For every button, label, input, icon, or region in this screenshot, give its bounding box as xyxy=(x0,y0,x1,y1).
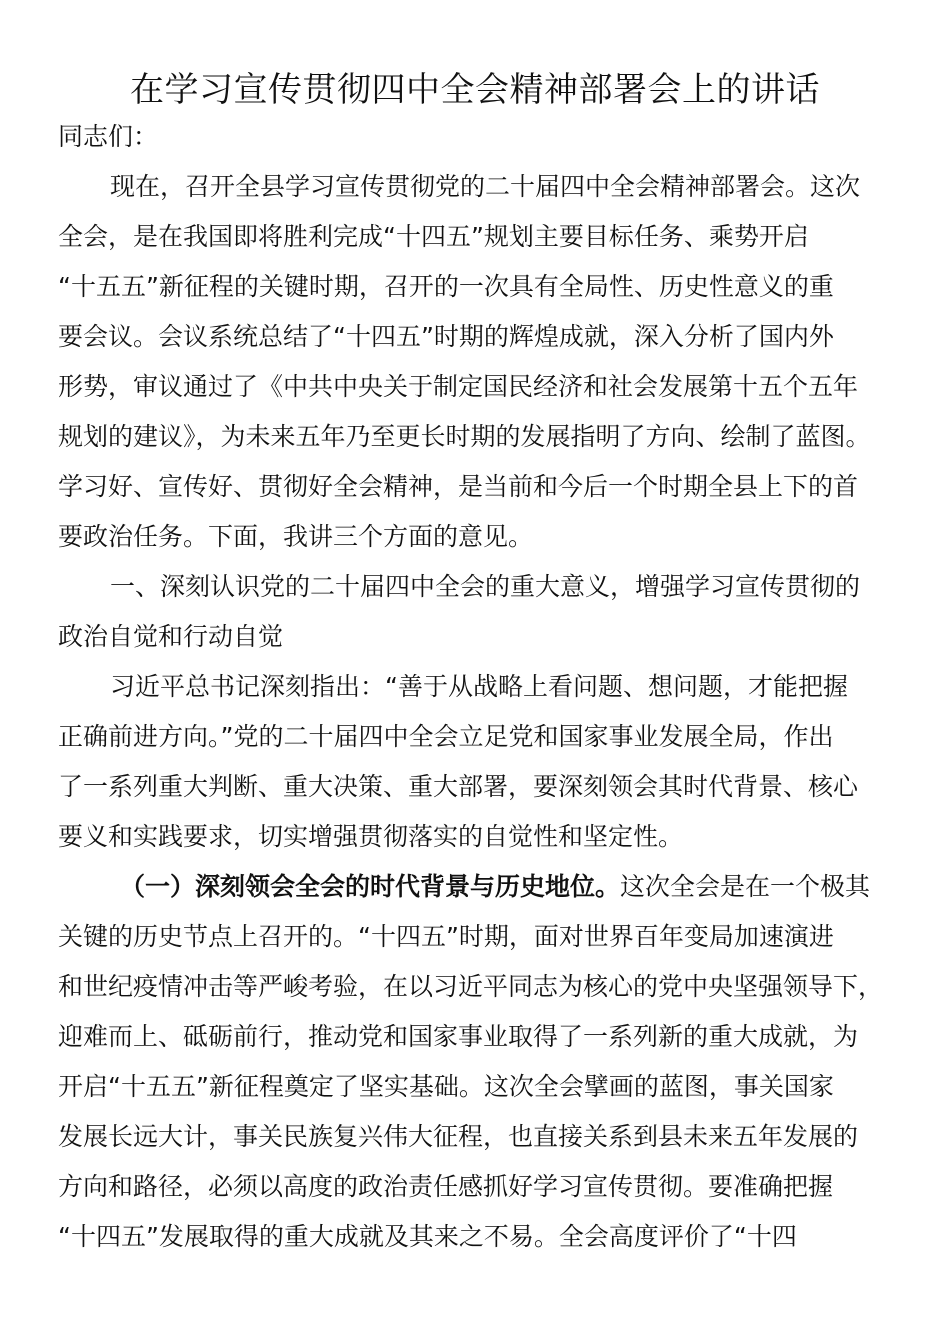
text-line: 政治自觉和行动自觉 xyxy=(58,622,284,651)
text-line: 一、深刻认识党的二十届四中全会的重大意义，增强学习宣传贯彻的 xyxy=(110,572,861,601)
text-line: 习近平总书记深刻指出：“善于从战略上看问题、想问题，才能把握 xyxy=(110,672,848,701)
section-heading-1 xyxy=(58,562,898,662)
text-line: 迎难而上、砥砺前行，推动党和国家事业取得了一系列新的重大成就，为 xyxy=(58,1022,859,1051)
paragraph-quote xyxy=(58,662,898,862)
text-line xyxy=(58,862,898,912)
document-title: 在学习宣传贯彻四中全会精神部署会上的讲话 xyxy=(130,70,820,110)
text-line: 全会，是在我国即将胜利完成“十四五”规划主要目标任务、乘势开启 xyxy=(58,222,809,251)
text-line: 学习好、宣传好、贯彻好全会精神，是当前和今后一个时期全县上下的首 xyxy=(58,472,859,501)
text-line: 发展长远大计，事关民族复兴伟大征程，也直接关系到县未来五年发展的 xyxy=(58,1122,859,1151)
text-line: “十四五”发展取得的重大成就及其来之不易。全会高度评价了“十四 xyxy=(58,1222,797,1251)
text-line: 和世纪疫情冲击等严峻考验，在以习近平同志为核心的党中央坚强领导下， xyxy=(58,972,884,1001)
subsection-heading: （一）深刻领会全会的时代背景与历史地位。 xyxy=(120,872,621,901)
text-line: 正确前进方向。”党的二十届四中全会立足党和国家事业发展全局，作出 xyxy=(58,722,834,751)
text-line: 方向和路径，必须以高度的政治责任感抓好学习宣传贯彻。要准确把握 xyxy=(58,1172,834,1201)
text-line: “十五五”新征程的关键时期，召开的一次具有全局性、历史性意义的重 xyxy=(58,272,834,301)
text-line: 形势，审议通过了《中共中央关于制定国民经济和社会发展第十五个五年 xyxy=(58,372,859,401)
text-line: 要义和实践要求，切实增强贯彻落实的自觉性和坚定性。 xyxy=(58,822,684,851)
text-line: 要会议。会议系统总结了“十四五”时期的辉煌成就，深入分析了国内外 xyxy=(58,322,834,351)
text-line: 关键的历史节点上召开的。“十四五”时期，面对世界百年变局加速演进 xyxy=(58,922,834,951)
text-line: 开启“十五五”新征程奠定了坚实基础。这次全会擘画的蓝图，事关国家 xyxy=(58,1072,834,1101)
text-line: 了一系列重大判断、重大决策、重大部署，要深刻领会其时代背景、核心 xyxy=(58,772,859,801)
text-line: 要政治任务。下面，我讲三个方面的意见。 xyxy=(58,522,534,551)
paragraph-subsection-1 xyxy=(58,862,898,1262)
paragraph-intro xyxy=(58,162,898,562)
document-body xyxy=(58,112,898,1262)
text-run: 这次全会是在一个极其 xyxy=(620,872,871,901)
text-line: 规划的建议》，为未来五年乃至更长时期的发展指明了方向、绘制了蓝图。 xyxy=(58,422,871,451)
text-line: 现在，召开全县学习宣传贯彻党的二十届四中全会精神部署会。这次 xyxy=(110,172,861,201)
greeting: 同志们： xyxy=(58,122,159,151)
